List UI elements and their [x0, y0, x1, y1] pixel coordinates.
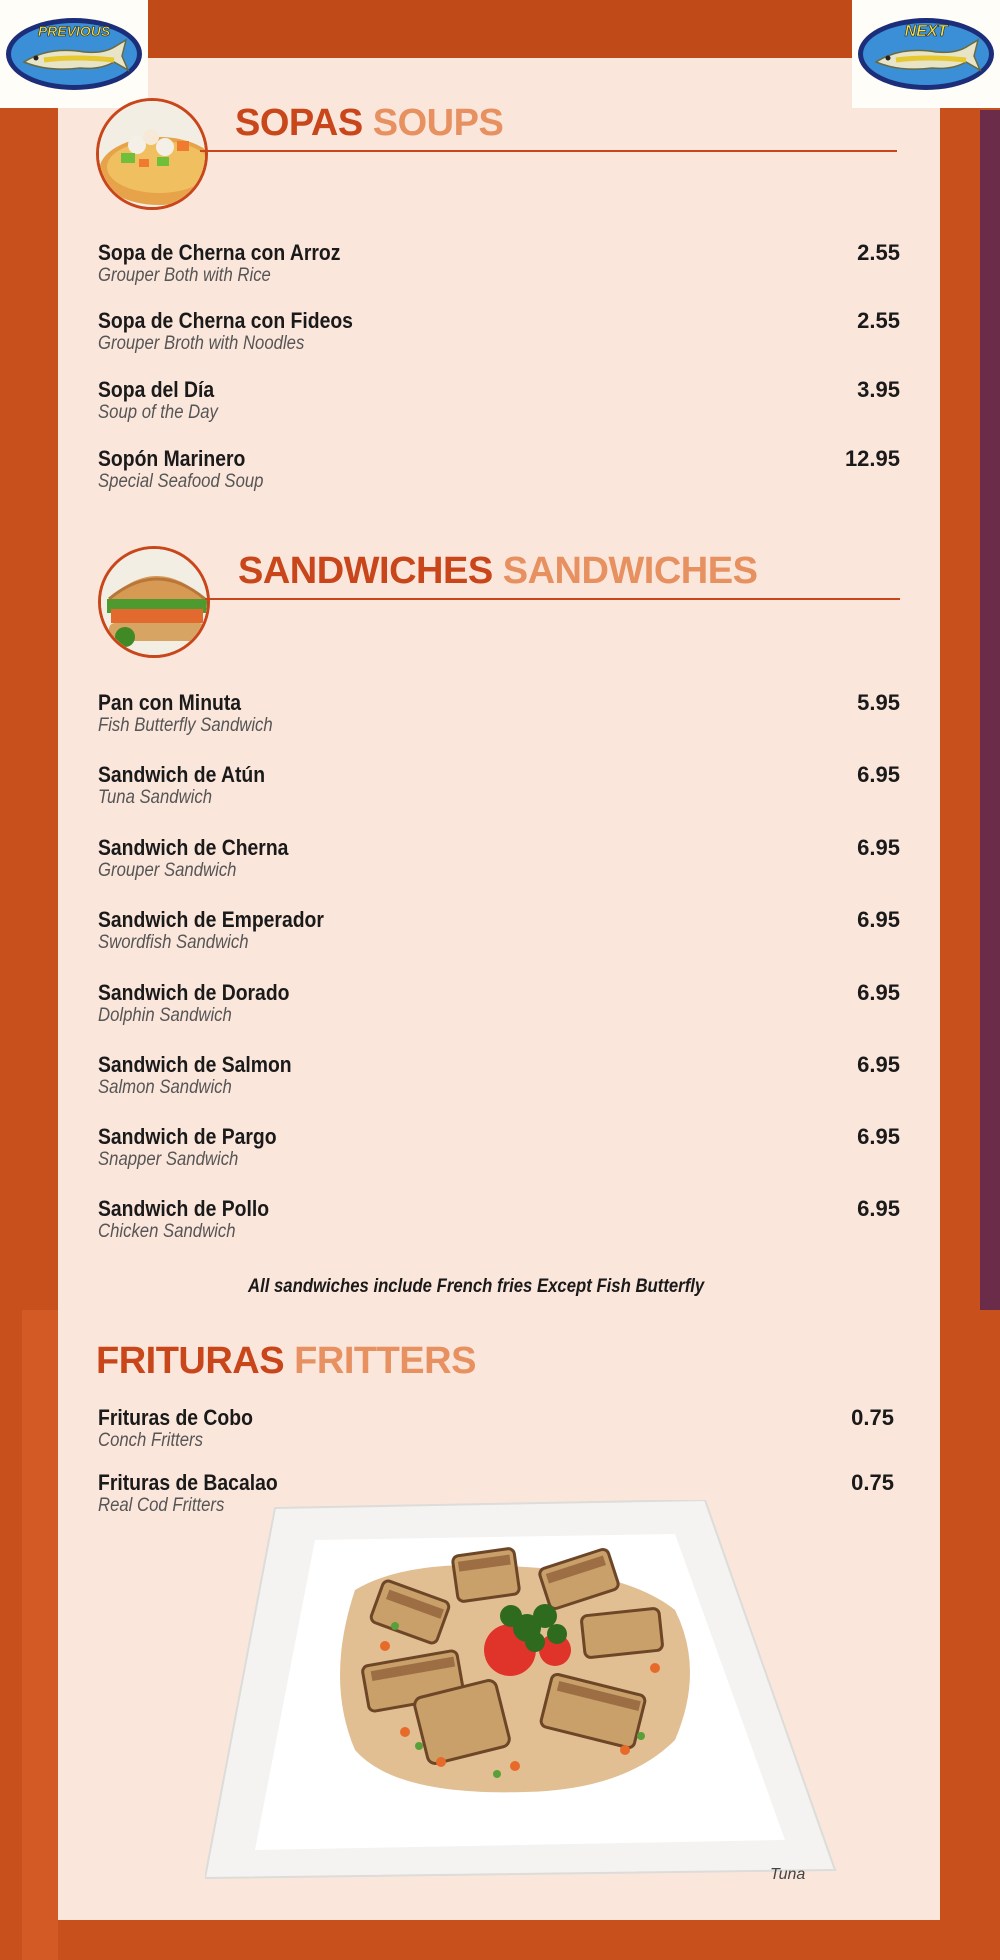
- item-price: 6.95: [857, 835, 900, 860]
- item-description: Chicken Sandwich: [98, 1221, 236, 1242]
- item-description: Tuna Sandwich: [98, 787, 213, 808]
- item-description: Grouper Broth with Noodles: [98, 333, 305, 354]
- top-band: [148, 0, 852, 60]
- item-description: Real Cod Fritters: [98, 1495, 225, 1516]
- item-name: Pan con Minuta: [98, 690, 242, 715]
- sandwiches-note: All sandwiches include French fries Except Fish Butterfly: [248, 1276, 705, 1297]
- seared-tuna-plate-icon: [205, 1500, 845, 1880]
- soups-rule: [200, 150, 897, 152]
- item-price: 6.95: [857, 907, 900, 932]
- item-price: 5.95: [857, 690, 900, 715]
- sandwiches-rule: [205, 598, 900, 600]
- fritters-title-spanish: FRITURAS: [96, 1340, 285, 1382]
- item-description: Grouper Sandwich: [98, 860, 237, 881]
- fritters-title-english: FRITTERS: [294, 1340, 476, 1382]
- item-description: Snapper Sandwich: [98, 1149, 239, 1170]
- item-price: 6.95: [857, 762, 900, 787]
- item-price: 6.95: [857, 1196, 900, 1221]
- photo-caption: Tuna: [770, 1866, 806, 1883]
- menu-item: [98, 1052, 900, 1112]
- menu-item: [98, 907, 900, 967]
- item-description: Swordfish Sandwich: [98, 932, 249, 953]
- item-name: Sandwich de Emperador: [98, 907, 324, 932]
- menu-item: [98, 240, 900, 300]
- item-price: 6.95: [857, 980, 900, 1005]
- item-description: Special Seafood Soup: [98, 471, 264, 492]
- sandwiches-title: [238, 550, 757, 593]
- item-description: Conch Fritters: [98, 1430, 203, 1451]
- item-description: Dolphin Sandwich: [98, 1005, 232, 1026]
- item-name: Sandwich de Cherna: [98, 835, 289, 860]
- item-name: Sopa de Cherna con Fideos: [98, 308, 353, 333]
- next-fish-icon: [856, 16, 996, 92]
- item-price: 6.95: [857, 1124, 900, 1149]
- item-name: Sopa del Día: [98, 377, 215, 402]
- previous-fish-icon: [4, 16, 144, 92]
- sandwiches-title-spanish: SANDWICHES: [238, 550, 493, 592]
- right-accent-stripe-lower: [980, 1310, 1000, 1960]
- item-description: Grouper Both with Rice: [98, 265, 271, 286]
- soups-title-english: SOUPS: [372, 102, 504, 144]
- item-price: 3.95: [857, 377, 900, 402]
- item-name: Frituras de Bacalao: [98, 1470, 278, 1495]
- fritters-title: [96, 1340, 476, 1383]
- item-name: Sandwich de Atún: [98, 762, 266, 787]
- menu-item: [98, 446, 900, 506]
- menu-item: [98, 690, 900, 750]
- soups-title: [235, 102, 503, 145]
- item-name: Sopa de Cherna con Arroz: [98, 240, 341, 265]
- next-label: NEXT: [904, 23, 948, 40]
- item-name: Sandwich de Salmon: [98, 1052, 292, 1077]
- item-price: 0.75: [851, 1470, 894, 1495]
- item-description: Salmon Sandwich: [98, 1077, 232, 1098]
- item-price: 2.55: [857, 240, 900, 265]
- item-description: Fish Butterfly Sandwich: [98, 715, 273, 736]
- item-name: Sopón Marinero: [98, 446, 246, 471]
- soups-title-spanish: SOPAS: [235, 102, 363, 144]
- item-price: 0.75: [851, 1405, 894, 1430]
- previous-label: PREVIOUS: [37, 23, 111, 39]
- item-name: Frituras de Cobo: [98, 1405, 253, 1430]
- menu-item: [98, 835, 900, 895]
- menu-item: [98, 1405, 900, 1465]
- menu-item: [98, 1124, 900, 1184]
- menu-item: [98, 762, 900, 822]
- sandwich-thumbnail: [98, 546, 210, 658]
- soup-thumbnail: [96, 98, 208, 210]
- lower-left-band: [22, 1310, 58, 1960]
- menu-item: [98, 980, 900, 1040]
- next-button[interactable]: [852, 0, 1000, 108]
- item-name: Sandwich de Pargo: [98, 1124, 277, 1149]
- menu-item: [98, 308, 900, 368]
- item-description: Soup of the Day: [98, 402, 218, 423]
- previous-button[interactable]: [0, 0, 148, 108]
- item-name: Sandwich de Dorado: [98, 980, 290, 1005]
- item-price: 2.55: [857, 308, 900, 333]
- item-price: 6.95: [857, 1052, 900, 1077]
- menu-item: [98, 1196, 900, 1256]
- sandwiches-title-english: SANDWICHES: [502, 550, 758, 592]
- menu-item: [98, 377, 900, 437]
- tuna-plate-photo: [205, 1500, 845, 1880]
- item-name: Sandwich de Pollo: [98, 1196, 270, 1221]
- item-price: 12.95: [844, 446, 900, 471]
